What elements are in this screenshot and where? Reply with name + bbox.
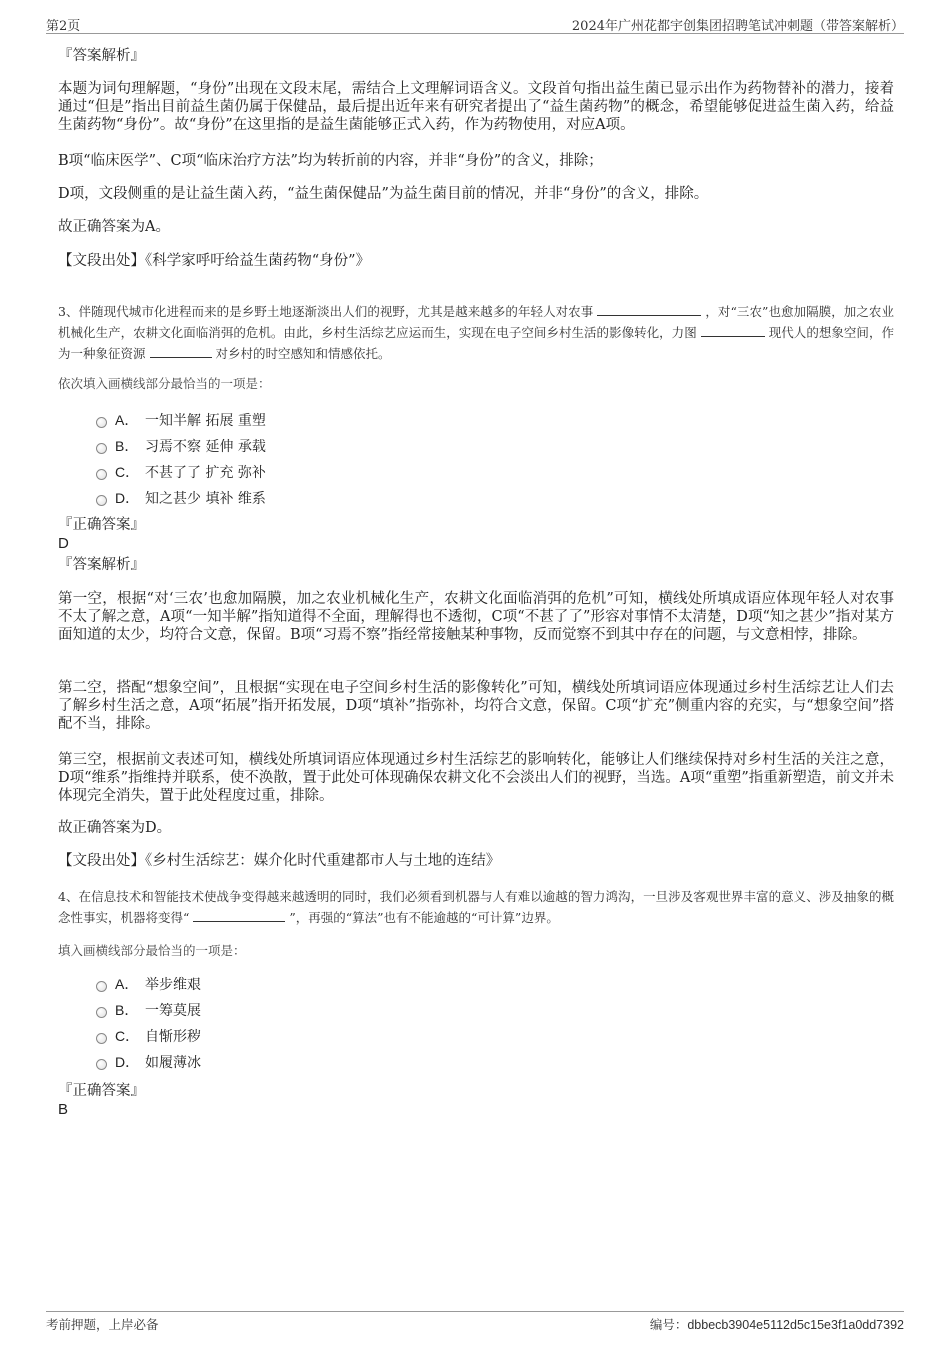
q3-stem-part1: 3、伴随现代城市化进程而来的是乡野土地逐渐淡出人们的视野，尤其是越来越多的年轻人对农事	[58, 304, 594, 319]
q3-stem-part3: 现代人的想象空间，作为一种象征资源	[58, 325, 894, 361]
q3-option-b[interactable]: B． 习焉不察 延伸 承载	[96, 435, 266, 457]
q4-answer: B	[58, 1101, 69, 1118]
radio-icon[interactable]	[96, 495, 107, 506]
page-footer	[46, 1311, 904, 1333]
q3-blank-3	[150, 346, 212, 358]
q3-source: 【文段出处】《乡村生活综艺：媒介化时代重建都市人与土地的连结》	[58, 853, 501, 869]
q3-stem-part2: ，对“三农”也愈加隔膜，加之农业机械化生产，农耕文化面临消弭的危机。由此，乡村生活综艺应运而生，实现在电子空间乡村生活的影像转化，力图	[58, 304, 894, 340]
q3-option-c[interactable]: C． 不甚了了 扩充 弥补	[96, 461, 266, 483]
q4-option-a[interactable]: A． 举步维艰	[96, 973, 201, 995]
radio-icon[interactable]	[96, 469, 107, 480]
page-number: 第2页	[46, 19, 81, 34]
q4-option-b[interactable]: B． 一筹莫展	[96, 999, 201, 1021]
footer-note: 考前押题，上岸必备	[46, 1317, 159, 1332]
q2-analysis-label: 『答案解析』	[58, 48, 145, 64]
q4-instruction: 填入画横线部分最恰当的一项是：	[58, 943, 246, 958]
radio-icon[interactable]	[96, 981, 107, 992]
q2-analysis-para3: D项，文段侧重的是让益生菌入药，“益生菌保健品”为益生菌目前的情况，并非“身份”的含义，排除。	[58, 186, 709, 202]
page-header	[46, 14, 904, 34]
q4-option-d[interactable]: D． 如履薄冰	[96, 1051, 201, 1073]
q3-answer-label: 『正确答案』	[58, 517, 145, 533]
q4-stem-part1: 4、在信息技术和智能技术使战争变得越来越透明的同时，我们必须看到机器与人有难以逾越的智力鸿沟，一旦涉及客观世界丰富的意义、涉及抽象的概念性事实，机器将变得“	[58, 889, 894, 925]
radio-icon[interactable]	[96, 1059, 107, 1070]
q4-stem	[58, 886, 894, 928]
footer-code	[650, 1315, 904, 1333]
q3-blank-2	[701, 325, 765, 337]
footer-code-value: dbbecb3904e5112d5c15e3f1a0dd7392	[687, 1318, 904, 1332]
q3-option-d-text: 知之甚少 填补 维系	[145, 491, 266, 507]
q2-source: 【文段出处】《科学家呼吁给益生菌药物“身份”》	[58, 253, 371, 269]
q2-analysis-para1: 本题为词句理解题，“身份”出现在文段末尾，需结合上文理解词语含义。文段首句指出益生菌已显示出作为药物替补的潜力，接着通过“但是”指出目前益生菌仍属于保健品，最后提出近年来有研究者提出了“益生菌药物”的概念，希望能够促进益生菌入药，给益生菌药物“身份”。故“身份”在这里指的是益生菌能够正式入药，作为药物使用，对应A项。	[58, 81, 894, 133]
q3-analysis-para2: 第二空，搭配“想象空间”，且根据“实现在电子空间乡村生活的影像转化”可知，横线处所填词语应体现通过乡村生活综艺让人们去了解乡村生活之意，A项“拓展”指开拓发展，D项“填补”指弥补，均符合文意，保留。C项“扩充”侧重内容的充实，与“想象空间”搭配不当，排除。	[58, 680, 894, 732]
q3-option-b-text: 习焉不察 延伸 承载	[145, 439, 266, 455]
q4-option-d-text: 如履薄冰	[145, 1055, 201, 1071]
q4-option-c-text: 自惭形秽	[145, 1029, 201, 1045]
q3-analysis-para3: 第三空，根据前文表述可知，横线处所填词语应体现通过乡村生活综艺的影响转化，能够让人们继续保持对乡村生活的关注之意，D项“维系”指维持并联系，使不涣散，置于此处可体现确保农耕文化不会淡出人们的视野，当选。A项“重塑”指重新塑造，前文并未体现完全消失，置于此处程度过重，排除。	[58, 752, 894, 804]
q3-blank-1	[597, 304, 701, 316]
radio-icon[interactable]	[96, 1007, 107, 1018]
q4-blank	[193, 910, 285, 922]
q3-option-a[interactable]: A． 一知半解 拓展 重塑	[96, 409, 266, 431]
q4-stem-part2: ”，再强的“算法”也有不能逾越的“可计算”边界。	[289, 910, 559, 925]
q2-conclusion: 故正确答案为A。	[58, 219, 170, 235]
q3-stem	[58, 301, 894, 364]
q3-analysis-para1: 第一空，根据“对‘三农’也愈加隔膜，加之农业机械化生产，农耕文化面临消弭的危机”可知，横线处所填成语应体现年轻人对农事不太了解之意，A项“一知半解”指知道得不全面，理解得也不透彻，C项“不甚了了”形容对事情不太清楚，D项“知之甚少”指对某方面知道的太少，均符合文意，保留。B项“习焉不察”指经常接触某种事物，反而觉察不到其中存在的问题，与文意相悖，排除。	[58, 591, 894, 643]
q4-option-c[interactable]: C． 自惭形秽	[96, 1025, 201, 1047]
q3-stem-part4: 对乡村的时空感知和情感依托。	[215, 346, 391, 361]
radio-icon[interactable]	[96, 417, 107, 428]
q3-option-a-text: 一知半解 拓展 重塑	[145, 413, 266, 429]
q3-analysis-label: 『答案解析』	[58, 557, 145, 573]
q2-analysis-para2: B项“临床医学”、C项“临床治疗方法”均为转折前的内容，并非“身份”的含义，排除；	[58, 153, 603, 169]
q3-answer: D	[58, 535, 69, 552]
q3-option-d[interactable]: D． 知之甚少 填补 维系	[96, 487, 266, 509]
q4-answer-label: 『正确答案』	[58, 1083, 145, 1099]
radio-icon[interactable]	[96, 1033, 107, 1044]
q4-option-b-text: 一筹莫展	[145, 1003, 201, 1019]
q4-option-a-text: 举步维艰	[145, 977, 201, 993]
footer-code-label: 编号：	[649, 1317, 688, 1332]
q3-option-c-text: 不甚了了 扩充 弥补	[145, 465, 266, 481]
document-title: 2024年广州花都宇创集团招聘笔试冲刺题（带答案解析）	[571, 19, 904, 34]
radio-icon[interactable]	[96, 443, 107, 454]
q3-instruction: 依次填入画横线部分最恰当的一项是：	[58, 376, 271, 391]
q3-conclusion: 故正确答案为D。	[58, 820, 172, 836]
